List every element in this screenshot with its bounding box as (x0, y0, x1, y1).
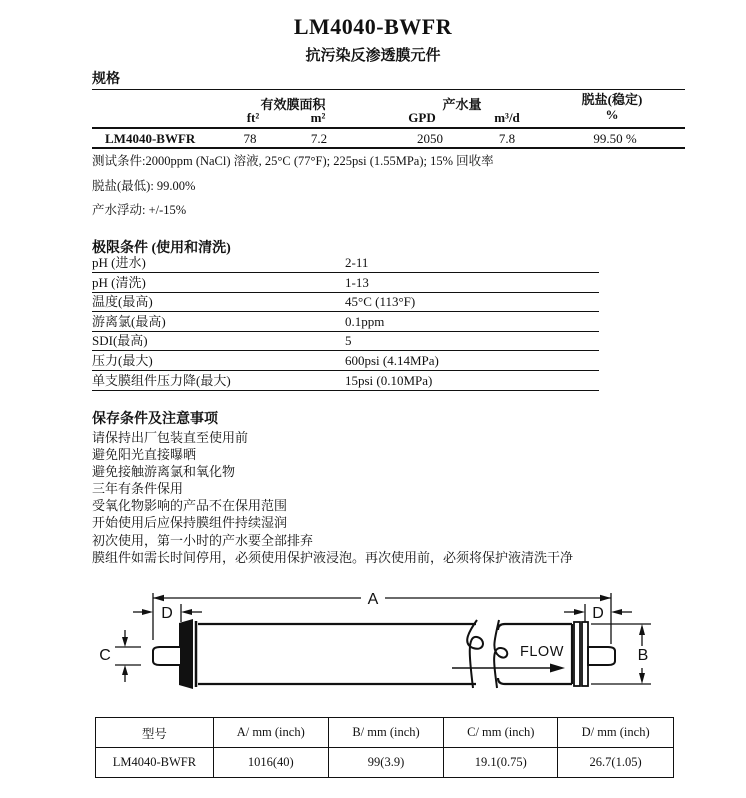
specs-col-group-area: 有效膜面积 (260, 97, 326, 112)
limits-table (92, 254, 599, 391)
dim-header-model: 型号 (96, 718, 214, 748)
dim-b-label: B (637, 647, 649, 664)
limit-label: 温度(最高) (92, 294, 153, 310)
storage-line: 避免接触游离氯和氧化物 (92, 464, 236, 480)
limit-row-sdi (92, 332, 599, 352)
dim-value-b: 99(3.9) (328, 748, 444, 778)
limit-label: 压力(最大) (92, 353, 153, 369)
note-min-rejection: 脱盐(最低): 99.00% (92, 178, 196, 193)
membrane-element-drawing (95, 588, 675, 712)
page-title: LM4040-BWFR (293, 14, 453, 39)
note-flow-variation: 产水浮动: +/-15% (92, 203, 187, 218)
rejection-header-line2: % (605, 106, 619, 122)
dimensions-table (95, 717, 674, 778)
permeate-tube-right (588, 647, 615, 665)
specs-value-gpd: 2050 (417, 131, 443, 146)
dim-header-c: C/ mm (inch) (444, 718, 558, 748)
specs-heading: 规格 (92, 72, 120, 87)
limit-label: pH (进水) (92, 255, 146, 271)
limit-row-ph-feed (92, 254, 599, 274)
dim-d-left-label: D (161, 605, 173, 622)
dim-value-d: 26.7(1.05) (558, 748, 674, 778)
dim-value-c: 19.1(0.75) (444, 748, 558, 778)
dim-header-d: D/ mm (inch) (558, 718, 674, 748)
flow-label: FLOW (520, 644, 564, 660)
specs-value-m2: 7.2 (310, 131, 328, 146)
dimension-d-left (133, 604, 202, 622)
specs-col-ft2: ft² (246, 109, 260, 125)
limit-value: 0.1ppm (345, 313, 385, 329)
dimensions-data-row (96, 748, 674, 778)
note-test-conditions: 测试条件:2000ppm (NaCl) 溶液, 25°C (77°F); 225psi (1.55MPa); 15% 回收率 (92, 154, 494, 168)
dim-value-a: 1016(40) (213, 748, 328, 778)
test-condition-notes (92, 151, 494, 225)
limits-heading: 极限条件 (使用和清洗) (92, 241, 231, 256)
limit-value: 5 (345, 333, 352, 349)
dim-value-model: LM4040-BWFR (96, 748, 214, 778)
limit-label: pH (清洗) (92, 274, 146, 290)
storage-heading: 保存条件及注意事项 (92, 412, 218, 427)
limit-label: SDI(最高) (92, 333, 148, 349)
storage-line: 请保持出厂包装直至使用前 (92, 430, 249, 445)
permeate-tube-left (153, 647, 181, 665)
storage-line: 三年有条件保用 (92, 481, 184, 497)
dim-header-b: B/ mm (inch) (328, 718, 444, 748)
limit-value: 600psi (4.14MPa) (345, 353, 439, 369)
end-ring-1 (574, 622, 580, 686)
limit-row-pressure-drop (92, 371, 599, 391)
dim-header-a: A/ mm (inch) (213, 718, 328, 748)
storage-line: 开始使用后应保持膜组件持续湿润 (92, 515, 288, 531)
storage-line: 初次使用，第一小时的产水要全部排弃 (92, 532, 314, 548)
limit-label: 单支膜组件压力降(最大) (92, 372, 231, 388)
specs-table (92, 89, 685, 149)
specs-model: LM4040-BWFR (105, 131, 196, 146)
limit-value: 2-11 (345, 255, 369, 271)
dimension-d-right (564, 604, 632, 622)
dimension-a (153, 591, 611, 644)
dim-d-right-label: D (592, 605, 604, 622)
dimensions-header-row (96, 718, 674, 748)
specs-col-gpd: GPD (408, 109, 436, 125)
dim-a-label: A (367, 591, 379, 608)
specs-header-rule (92, 127, 685, 129)
specs-col-group-flow: 产水量 (442, 97, 482, 112)
specs-col-m2: m² (310, 109, 326, 125)
limit-row-free-chlorine (92, 312, 599, 332)
specs-col-m3d: m³/d (494, 109, 520, 125)
specs-value-m3d: 7.8 (498, 131, 516, 146)
limit-value: 1-13 (345, 274, 369, 290)
specs-value-rejection: 99.50 % (593, 131, 637, 146)
storage-line: 避免阳光直接曝晒 (92, 447, 197, 463)
specs-value-ft2: 78 (243, 131, 257, 146)
limit-row-ph-cleaning (92, 273, 599, 293)
dim-c-label: C (99, 647, 111, 664)
storage-line: 受氧化物影响的产品不在保用范围 (92, 498, 288, 514)
page-subtitle: 抗污染反渗透膜元件 (305, 48, 441, 64)
rejection-header-line1: 脱盐(稳定) (581, 92, 643, 107)
limit-row-temperature (92, 293, 599, 313)
dimension-c (99, 630, 141, 682)
limit-value: 15psi (0.10MPa) (345, 372, 433, 388)
storage-notes (92, 427, 573, 564)
limit-row-pressure (92, 351, 599, 371)
storage-line: 膜组件如需长时间停用，必须使用保护液浸泡。再次使用前，必须将保护液清洗干净 (92, 549, 574, 565)
limit-label: 游离氯(最高) (92, 313, 166, 329)
specs-col-rejection (582, 93, 643, 122)
limit-value: 45°C (113°F) (345, 294, 416, 310)
